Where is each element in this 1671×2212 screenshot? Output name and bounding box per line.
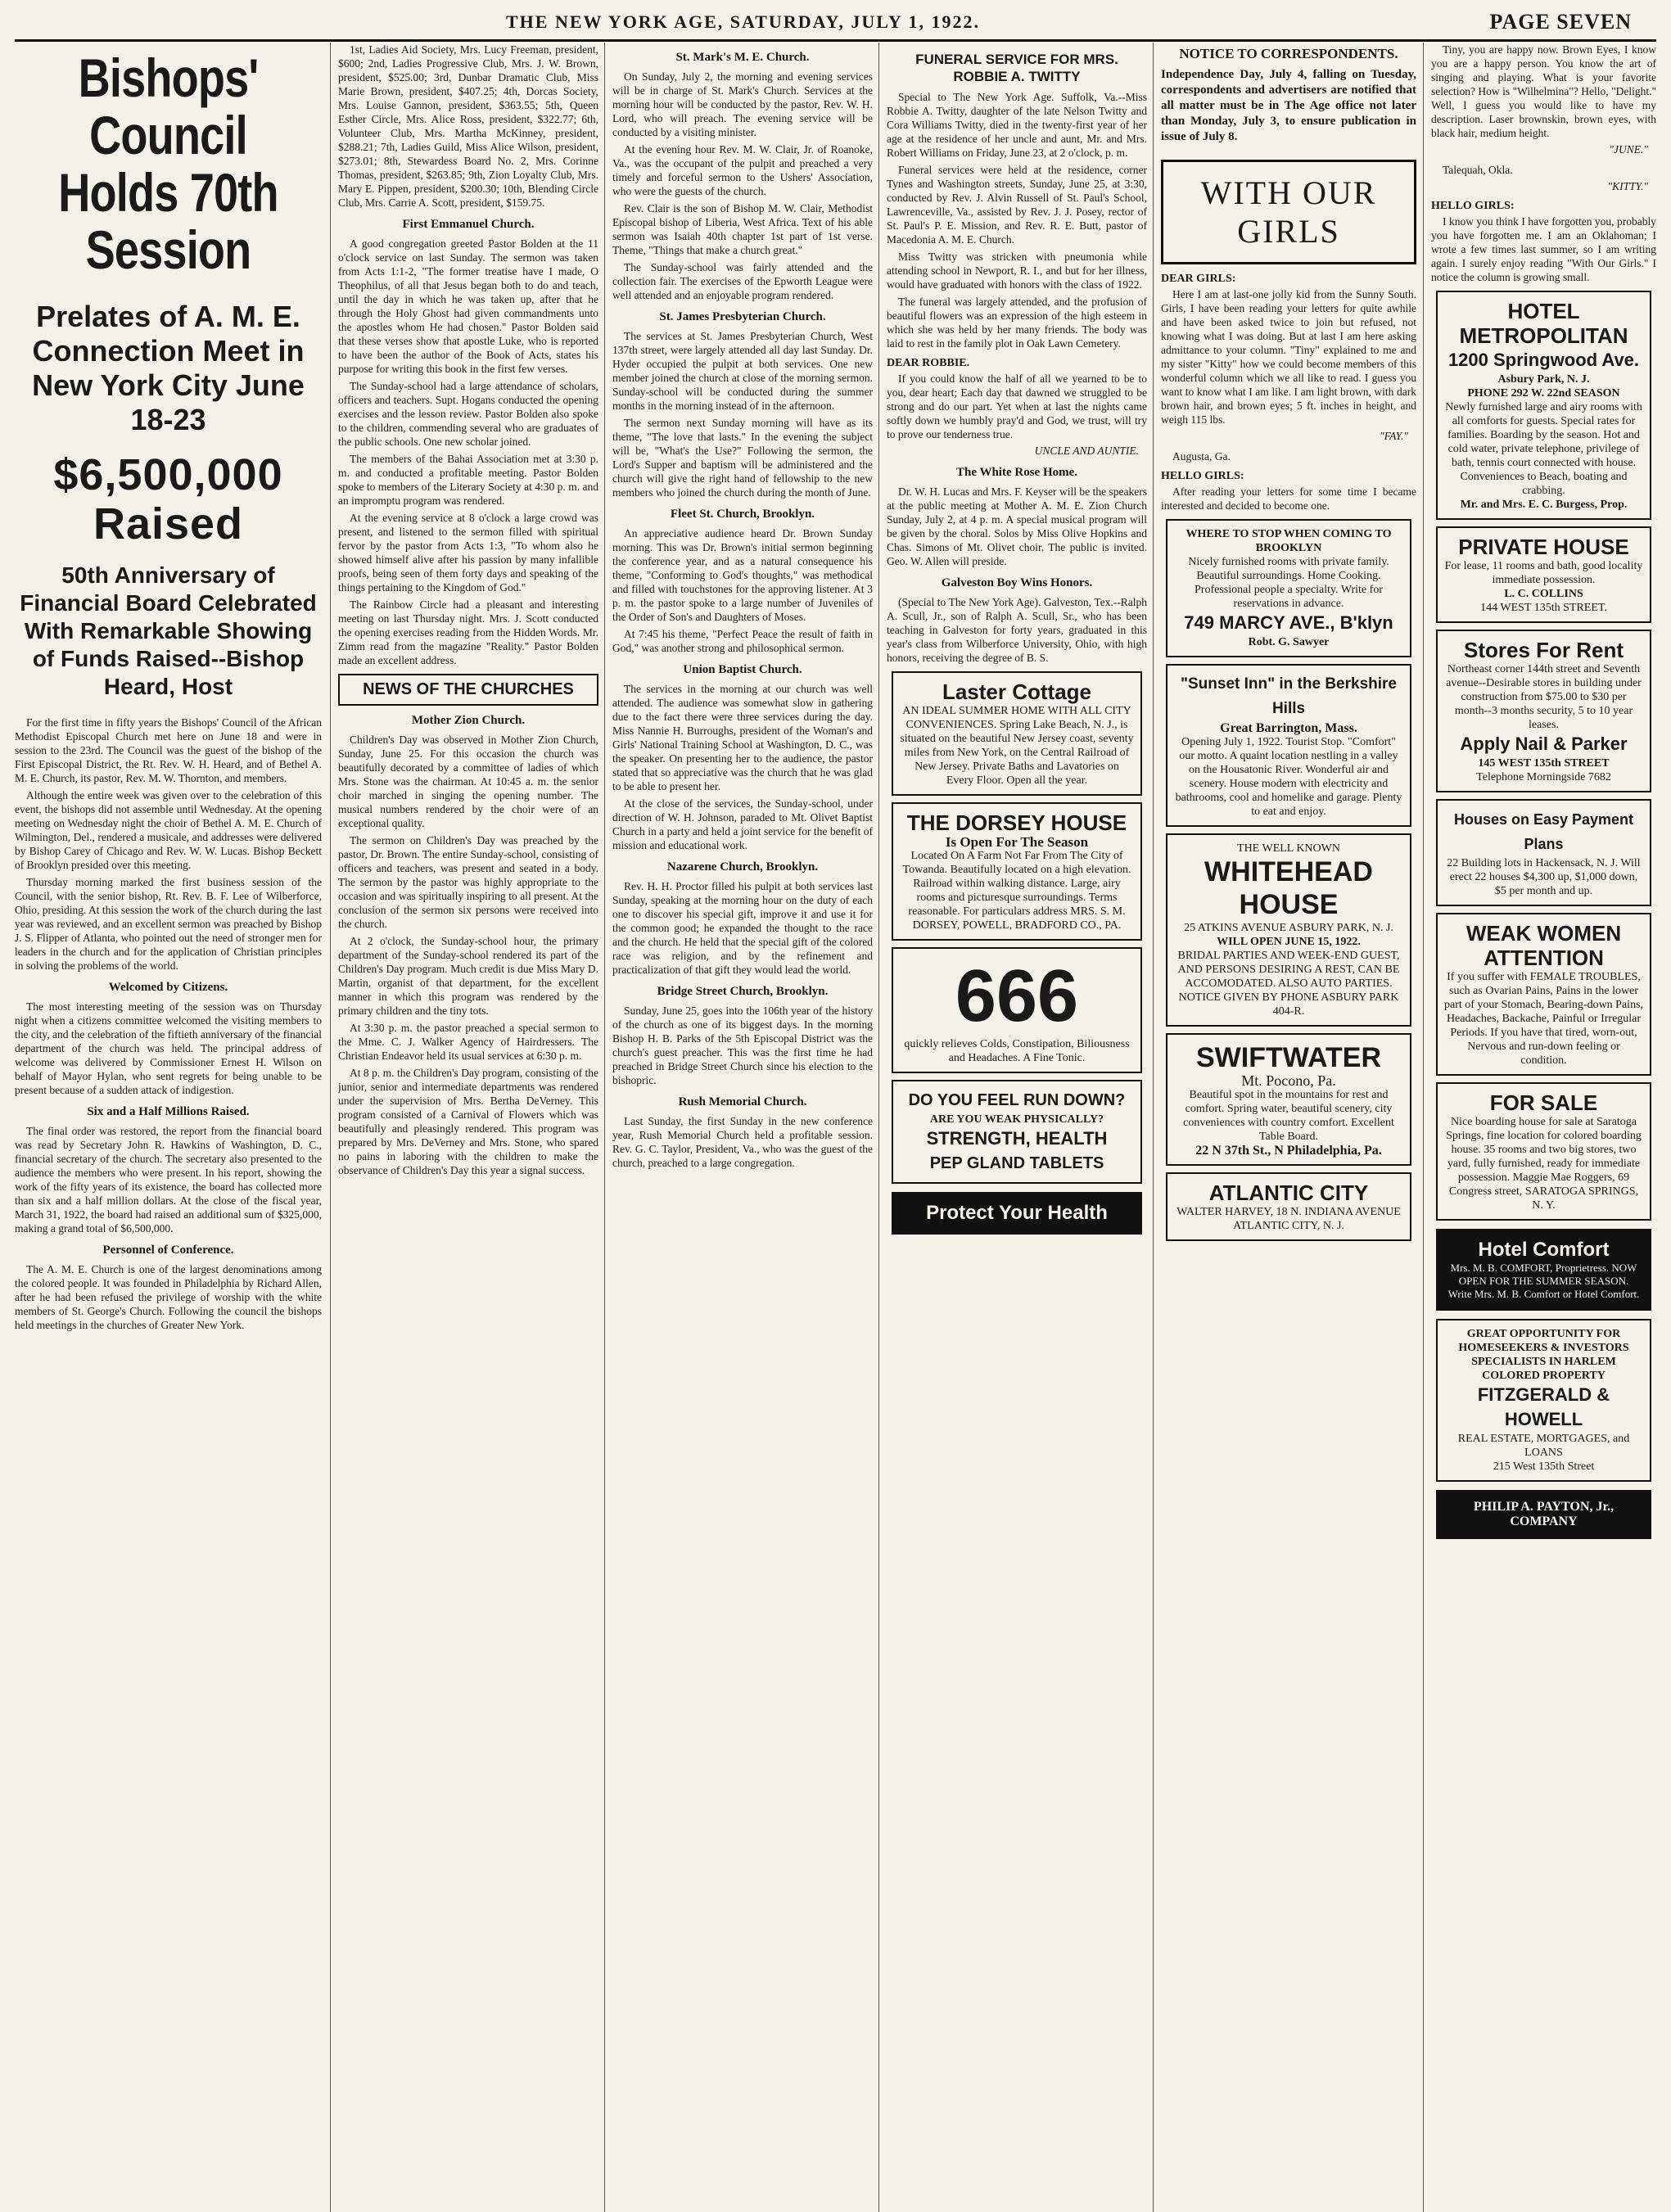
ad-title: PHILIP A. PAYTON, Jr., COMPANY — [1473, 1500, 1615, 1528]
article-paragraph: An appreciative audience heard Dr. Brown Sunday morning. This was Dr. Brown's initial sermon beginning the conference year, and as a natural consequence his theme, "Conforming to God's thoughts," was methodical and filled with touchstones for the approving listener. At 3 p. m. the pastor spoke to a large number of Juveniles of the Order of Son's and Daughters of Moses. — [612, 527, 873, 623]
article-paragraph: Rev. H. H. Proctor filled his pulpit at both services last Sunday, speaking at the morning hour on the duty of each one to discover his special gift, improve it and use it for the common good; he expanded the thought to the race and the church. He held that the special gift of the colored race was religion, and by the refinement and practicalization of that gift they would lead the world. — [612, 880, 873, 976]
ad-phone: PHONE 292 W. 22nd SEASON — [1467, 387, 1620, 400]
ad-subtitle: Is Open For The Season — [945, 834, 1089, 850]
notice-text: Independence Day, July 4, falling on Tuesday, correspondents and advertisers are notified that all matter must be in The Age office not later than Monday, July 3, to ensure publication in issue of July 8. — [1161, 68, 1416, 143]
article-title: St. Mark's M. E. Church. — [675, 51, 810, 64]
lead-paragraph: The A. M. E. Church is one of the largest denominations among the colored people. It was founded in Philadelphia by Richard Allen, after he had been refused the privilege of worship with the white members of St. George's Church. Following the council the bishops held meetings in the churches of Greater New York. — [15, 1263, 322, 1331]
whitehead-house-ad — [1166, 833, 1411, 1027]
ad-proprietor: Mr. and Mrs. E. C. Burgess, Prop. — [1460, 499, 1628, 511]
ad-company: FITZGERALD & HOWELL — [1477, 1384, 1610, 1429]
ad-text: BRIDAL PARTIES AND WEEK-END GUEST, AND PERSONS DESIRING A REST, CAN BE ACCOMODATED. ALSO AUTO PARTIES. NOTICE GIVEN BY PHONE ASBURY PARK 404-R. — [1177, 950, 1400, 1018]
ad-title: THE DORSEY HOUSE — [906, 810, 1127, 835]
article-paragraph: The services at St. James Presbyterian Church, West 137th street, were largely attended all day last Sunday. Dr. Hyder occupied the pulpit at both services. One new member joined the church at close of the morning sermon. Sunday-school will be conducted during the summer months in the morning instead of in the afternoon. — [612, 330, 873, 412]
article-paragraph: At the close of the services, the Sunday-school, under direction of W. H. Johnson, paraded to Mt. Olivet Baptist Church in a party and held a joint service for the benefit of mission and educational work. — [612, 797, 873, 851]
letter-text: Tiny, you are happy now. Brown Eyes, I know you are a happy person. You know the art of singing and playing. What is your favorite selection? How is "Wilhelmina"? Hello, "Delight." Well, I guess you would like to have my description. Laser brownskin, brown eyes, with black hair, medium height. — [1431, 43, 1656, 139]
article-paragraph: Sunday, June 25, goes into the 106th year of the history of the church as one of its biggest days. In the morning Bishop H. B. Parks of the 5th Episcopal District was the church's guest preacher. This was the first time he had preached in Bridge Street Church since his election to the bishopric. — [612, 1004, 873, 1086]
girls-and-ads-column — [1161, 43, 1416, 2212]
ad-name: L. C. COLLINS — [1504, 588, 1583, 600]
ad-title: WHITEHEAD HOUSE — [1204, 856, 1373, 920]
ad-place: Mt. Pocono, Pa. — [1241, 1072, 1336, 1089]
funeral-headline: FUNERAL SERVICE FOR MRS. ROBBIE A. TWITTY — [915, 52, 1118, 84]
news-of-churches-banner: NEWS OF THE CHURCHES — [338, 674, 598, 706]
ad-address: 215 West 135th Street — [1493, 1460, 1595, 1473]
page-number: PAGE SEVEN — [1489, 10, 1632, 34]
dorsey-house-ad — [892, 802, 1142, 941]
article-paragraph: Children's Day was observed in Mother Zion Church, Sunday, June 25. For this occasion the church was beautifully decorated by a committee of ladies of which Mrs. Stone was the chairman. At 10:45 a. m. the senior choir marched in singing the opening number. The musical numbers rendered by the choir were of an exceptional quality. — [338, 734, 598, 829]
hotel-metropolitan-ad — [1436, 291, 1651, 520]
article-title: Bridge Street Church, Brooklyn. — [657, 985, 829, 998]
ad-title: PEP GLAND TABLETS — [929, 1154, 1104, 1172]
article-paragraph: The Sunday-school had a large attendance of scholars, officers and teachers. Supt. Hogans conducted the opening exercises and the lesson review. Pastor Bolden also spoke to the children, commending several who are graduates of the public schools. One new scholar joined. — [338, 380, 598, 448]
letter-text: I know you think I have forgotten you, probably you have forgotten me. I am an Oklahoman; I wrote a few times last summer, so I am writing again. I surely enjoy reading "With Our Girls." I notice the column is growing small. — [1431, 215, 1656, 283]
private-house-ad — [1436, 526, 1651, 623]
ad-text: Northeast corner 144th street and Seventh avenue--Desirable stores in building under construction from $75.00 to $30 per month--3 months security, 5 to 10 year leases. — [1446, 663, 1642, 731]
lead-deck-2: $6,500,000 Raised — [53, 450, 283, 548]
with-our-girls-banner: WITH OUR GIRLS — [1161, 160, 1416, 264]
ad-city: Asbury Park, N. J. — [1497, 373, 1590, 386]
ad-title: Houses on Easy Payment Plans — [1453, 811, 1634, 852]
real-estate-ad — [1436, 1319, 1651, 1482]
lead-subhead: Personnel of Conference. — [102, 1244, 234, 1257]
ad-apply: Apply Nail & Parker — [1460, 734, 1628, 754]
ad-text: quickly relieves Colds, Constipation, Biliousness and Headaches. A Fine Tonic. — [904, 1038, 1130, 1064]
article-paragraph: The Sunday-school was fairly attended and the collection fair. The exercises of the Epworth League were well attended and an enjoyable program rendered. — [612, 261, 873, 301]
ad-title: STRENGTH, HEALTH — [926, 1128, 1108, 1149]
ad-opening: WILL OPEN JUNE 15, 1922. — [1217, 936, 1361, 948]
ad-title: Laster Cottage — [942, 679, 1092, 704]
article-paragraph: The sermon on Children's Day was preached by the pastor, Dr. Brown. The entire Sunday-school, consisting of officers and teachers, was present and seated in a body. The sermon by the pastor was highly appropriate to the occasion and was spiritually inspiring to all present. At the conclusion of the sermon six persons were received into the church. — [338, 834, 598, 930]
ad-address: 749 MARCY AVE., B'klyn — [1184, 612, 1393, 633]
article-paragraph: Dr. W. H. Lucas and Mrs. F. Keyser will be the speakers at the public meeting at Mother A. M. E. Zion Church Sunday, July 2, at 4 p. m. A special musical program will be given by the choral. Solos by Miss Olive Hopkins and Chas. Simons of Mt. Olivet choir. The public is invited. Geo. W. Allen will preside. — [887, 485, 1147, 567]
ad-title: Hotel Comfort — [1478, 1239, 1610, 1261]
ad-phone: Telephone Morningside 7682 — [1476, 771, 1611, 783]
ad-title: SWIFTWATER — [1196, 1042, 1381, 1073]
column-rule — [1153, 43, 1154, 2212]
masthead — [15, 7, 1656, 42]
letter-salutation: HELLO GIRLS: — [1431, 200, 1515, 212]
ad-text: Mrs. M. B. COMFORT, Proprietress. NOW OPEN FOR THE SUMMER SEASON. Write Mrs. M. B. Comfort or Hotel Comfort. — [1447, 1262, 1640, 1300]
ad-text: For lease, 11 rooms and bath, good locality immediate possession. — [1444, 560, 1643, 586]
article-paragraph: At 3:30 p. m. the pastor preached a special sermon to the Mme. C. J. Walker Agency of Hairdressers. The Christian Endeavor held its usual services at 6:30 p. m. — [338, 1022, 598, 1062]
columns — [15, 43, 1656, 2212]
lead-story-column — [15, 43, 322, 2212]
article-title: Fleet St. Church, Brooklyn. — [670, 508, 815, 521]
article-title: St. James Presbyterian Church. — [659, 310, 826, 323]
column-rule — [878, 43, 879, 2212]
for-sale-ad — [1436, 1082, 1651, 1221]
brooklyn-rooms-ad — [1166, 519, 1411, 657]
column-rule — [1423, 43, 1424, 2212]
ad-title: "Sunset Inn" in the Berkshire Hills — [1180, 675, 1397, 717]
poem-signature: UNCLE AND AUNTIE. — [1034, 445, 1139, 457]
article-paragraph: At 7:45 his theme, "Perfect Peace the result of faith in God," was another strong and philosophical sermon. — [612, 628, 873, 654]
churches-column-1 — [338, 43, 598, 2212]
atlantic-city-ad — [1166, 1172, 1411, 1241]
ad-text: 22 Building lots in Hackensack, N. J. Will erect 22 houses $4,300 up, $1,000 down, $5 per month and up. — [1447, 857, 1641, 897]
letter-text: Here I am at last-one jolly kid from the Sunny South. Girls, I have been reading your letters for quite awhile and have been asked twice to join but refused, not knowing what I was doing. But at last I am here asking admittance to your column. "Tiny" explained to me and my sister "Kitty" how we could become members of this wonderful column which we all like to read. I guess you want to know what I am like. I am light brown, with dark brown hair, and brown eyes; 5 ft. inches in height, and weigh 115 lbs. — [1161, 288, 1416, 426]
lead-paragraph: For the first time in fifty years the Bishops' Council of the African Methodist Episcopal Church met here on June 18 and were in session to the 23rd. The Council was the guest of the bishop of the First Episcopal District, the Rt. Rev. W. H. Heard, and of Bethel A. M. E. Church, its pastor, Rev. M. W. Thornton, and members. — [15, 716, 322, 784]
ad-text: If you suffer with FEMALE TROUBLES, such as Ovarian Pains, Pains in the lower part of your Stomach, Bearing-down Pains, Headaches, Backache, Painful or Irregular Periods. If you have that tired, worn-out, Nervous and run-down feeling or condition. — [1444, 971, 1644, 1067]
laster-cottage-ad — [892, 671, 1142, 796]
article-title: Union Baptist Church. — [683, 663, 802, 676]
stores-for-rent-ad — [1436, 630, 1651, 792]
article-paragraph: Funeral services were held at the residence, corner Tynes and Washington streets, Sunday, June 25, at 3:30, conducted by Rev. J. Alvin Russell of St. Paul's School, Lawrenceville, Va., assisted by Rev. J. J. Posey, rector of St. Paul's P. E. Mission, and Rev. R. E. Butt, pastor of Macedonia A. M. E. Church. — [887, 164, 1147, 246]
article-paragraph: At the evening hour Rev. M. W. Clair, Jr. of Roanoke, Va., was the occupant of the pulpit and preached a very timely and forceful sermon to the Ushers' Association, who were the guests of the church. — [612, 143, 873, 197]
news-and-ads-column — [887, 43, 1147, 2212]
ad-text: Newly furnished large and airy rooms with all comforts for guests. Special rates for families. Boarding by the season. Hot and cold water, private telephone, privilege of bath, tennis court connected with house. Conveniences to Beach, boating and crabbing. — [1445, 401, 1642, 497]
ad-title: ATLANTIC CITY — [1208, 1180, 1369, 1205]
letter-place: Talequah, Okla. — [1443, 164, 1513, 176]
article-title: First Emmanuel Church. — [402, 218, 535, 231]
article-title: Galveston Boy Wins Honors. — [941, 576, 1093, 589]
pep-tablets-ad — [892, 1080, 1142, 1184]
article-paragraph: Rev. Clair is the son of Bishop M. W. Clair, Methodist Episcopal bishop of Liberia, West Africa. Text of his able sermon was Isaiah 40th chapter 1st part of 1st verse. Theme, "Things that make a church great." — [612, 202, 873, 256]
article-paragraph: At 8 p. m. the Children's Day program, consisting of the junior, senior and intermediate departments was rendered under the supervision of Mrs. Bertha DeVerney. This program consisted of a Carnival of Flowers which was beautifully and pleasingly rendered. This program was prepared by Mrs. DeVerney and Mrs. Stone, who spared no pains in laboring with the children to make the observance of Children's Day this year a signal success. — [338, 1067, 598, 1176]
article-paragraph: 1st, Ladies Aid Society, Mrs. Lucy Freeman, president, $600; 2nd, Ladies Progressive Club, Mrs. J. W. Brown, president, $525.00; 3rd, Dunbar Dramatic Club, Miss Marie Brown, president, $407.25; 4th, Dorcas Society, Mrs. Louise Gannon, president, $363.55; 5th, Queen Esther Circle, Mrs. Alice Ross, president, $322.77; 6th, Volunteer Club, Mrs. Martha McKinney, president, $288.21; 7th, Ladies Guild, Miss Alice Wilson, president, $273.01; 8th, Stewardess Board No. 2, Mrs. Corinne Thomas, president, $263.85; 9th, Zion Loyalty Club, Mrs. Mary E. Pippen, president, $200.30; 10th, Blending Circle Club, Mrs. Carrie A. Scott, president, $159.75. — [338, 43, 598, 209]
column-rule — [330, 43, 331, 2212]
letter-salutation: HELLO GIRLS: — [1161, 470, 1244, 482]
column-rule — [604, 43, 605, 2212]
article-paragraph: The Rainbow Circle had a pleasant and interesting meeting on last Thursday night. Mrs. J. Scott conducted the opening exercises reading from the Hidden Words. Mr. Zimm read from the magazine "Reality." Pastor Bolden made an excellent address. — [338, 598, 598, 666]
article-paragraph: A good congregation greeted Pastor Bolden at the 11 o'clock service on last Sunday. The sermon was taken from Acts 1:1-2, "The former treatise have I made, O Theophilus, of all that Jesus began both to do and teach, until the day in which he was taken up, after that he through the Holy Ghost had given commandments unto the apostles whom He had chosen." Pastor Bolden said that these verses show that apostle Luke, who is reported to have been the author of the Book of Acts, states his purpose for writing this book in the first few verses. — [338, 237, 598, 375]
swiftwater-ad — [1166, 1033, 1411, 1166]
ad-title: DO YOU FEEL RUN DOWN? — [908, 1091, 1126, 1109]
ad-title: WEAK WOMEN ATTENTION — [1466, 921, 1622, 970]
poem-heading: DEAR ROBBIE. — [887, 357, 970, 369]
ad-title: HOTEL METROPOLITAN — [1459, 299, 1628, 348]
ad-address: 22 N 37th St., N Philadelphia, Pa. — [1195, 1144, 1382, 1158]
ad-text: Located On A Farm Not Far From The City of Towanda. Beautifully located on a high elevation. Railroad within walking distance. Large, airy rooms and picturesque surroundings. Terms reasonable. For particulars address MRS. S. M. DORSEY, POWELL, BRADFORD CO., PA. — [902, 850, 1131, 932]
notice-title: NOTICE TO CORRESPONDENTS. — [1179, 46, 1398, 61]
ad-text: Nicely furnished rooms with private family. Beautiful surroundings. Home Cooking. Professional people a specialty. Write for reservations in advance. — [1188, 556, 1389, 610]
article-title: Nazarene Church, Brooklyn. — [666, 860, 819, 874]
ad-text: Beautiful spot in the mountains for rest and comfort. Spring water, beautiful scenery, city conveniences with country comfort. Excellent Table Board. — [1183, 1089, 1394, 1143]
ad-address: 145 WEST 135th STREET — [1478, 757, 1610, 770]
weak-women-ad — [1436, 913, 1651, 1076]
masthead-title: THE NEW YORK AGE, SATURDAY, JULY 1, 1922. — [506, 11, 980, 32]
ad-name: Robt. G. Sawyer — [1248, 636, 1330, 648]
ad-address: 1200 Springwood Ave. — [1447, 350, 1640, 370]
article-paragraph: On Sunday, July 2, the morning and evening services will be in charge of St. Mark's Church. Services at the morning hour will be conducted by the pastor, Rev. W. H. Lord, who will preach. The evening service will be conducted by a visiting minister. — [612, 70, 873, 138]
ads-column — [1431, 43, 1656, 2212]
payton-company-ad — [1436, 1490, 1651, 1539]
lead-deck-1: Prelates of A. M. E. Connection Meet in New York City June 18-23 — [32, 300, 305, 436]
666-ad — [892, 947, 1142, 1073]
article-paragraph: The funeral was largely attended, and the profusion of beautiful flowers was an expression of the high esteem in which she was held by her many friends. The body was laid to rest in the family plot in Oak Lawn Cemetery. — [887, 296, 1147, 350]
ad-text: Nice boarding house for sale at Saratoga Springs, fine location for colored boarding house. 35 rooms and two big stores, two yard, fully furnished, ready for immediate possession. Maggie Mae Roggers, 69 Congress street, SARATOGA SPRINGS, N. Y. — [1446, 1116, 1642, 1212]
letter-salutation: DEAR GIRLS: — [1161, 273, 1236, 285]
article-paragraph: (Special to The New York Age). Galveston, Tex.--Ralph A. Scull, Jr., son of Ralph A. Scull, Sr., who has been teaching in Galveston for forty years, graduated in this year's class from Wilberforce University, Ohio, with high honors, receiving the degree of B. S. — [887, 596, 1147, 664]
ad-address: WALTER HARVEY, 18 N. INDIANA AVENUE ATLANTIC CITY, N. J. — [1176, 1206, 1401, 1232]
poem-text: If you could know the half of all we yearned to be to you, dear heart; Each day that dawned we struggled to be strong and do our part. Yet when at last the nights came softly down we humbly pray'd and God, we trust, will try to prove our tenderness true. — [887, 372, 1147, 440]
letter-signature: "JUNE." — [1609, 143, 1648, 156]
ad-pretitle: THE WELL KNOWN — [1237, 842, 1340, 855]
lead-paragraph: The most interesting meeting of the session was on Thursday night when a citizens committee welcomed the visiting members to the city, and the celebration of the fiftieth anniversary of the financial department of the church was held. The principal address of welcome was delivered by Commissioner Ernest H. Wilson on behalf of Mayor Hylan, who sent regrets for being unable to be present because of a sudden attack of indigestion. — [15, 1000, 322, 1096]
article-title: Rush Memorial Church. — [678, 1095, 807, 1108]
lead-headline: Bishops' Council Holds 70th Session — [58, 47, 278, 280]
ad-title: Stores For Rent — [1463, 638, 1624, 662]
lead-subhead: Welcomed by Citizens. — [108, 981, 228, 994]
lead-subhead: Six and a Half Millions Raised. — [87, 1105, 250, 1118]
ad-text: Opening July 1, 1922. Tourist Stop. "Comfort" our motto. A quaint location nestling in a valley on the Housatonic River. Wonderful air and scenery. House modern with electricity and bathrooms, cool and homelike and garage. Plenty to eat and enjoy. — [1175, 736, 1402, 818]
ad-title: 666 — [955, 955, 1079, 1037]
article-paragraph: The services in the morning at our church was well attended. The audience was somewhat slow in gathering due to the fact there were three services during the day. Miss Nannie H. Burroughs, president of the Woman's and Girls' National Training School at Washington, D. C., was the speaker. On presenting her to the audience, the pastor stated that so appreciative was the church that he was glad to be able to present her. — [612, 683, 873, 792]
article-paragraph: At 2 o'clock, the Sunday-school hour, the primary department of the Sunday-school rendered its part of the Children's Day program. Much credit is due Miss Mary D. Martin, organist of that department, for the excellent manner in which this program was rendered by the primary children and the tiny tots. — [338, 935, 598, 1017]
ad-text: AN IDEAL SUMMER HOME WITH ALL CITY CONVENIENCES. Spring Lake Beach, N. J., is situated on the beautiful New Jersey coast, seventy miles from New York, on the Central Railroad of New Jersey. Private Baths and Lavatories on Every Floor. Open all the year. — [900, 705, 1134, 787]
ad-title: FOR SALE — [1489, 1090, 1598, 1115]
ad-title: WHERE TO STOP WHEN COMING TO BROOKLYN — [1186, 528, 1392, 554]
article-title: The White Rose Home. — [955, 466, 1078, 479]
article-paragraph: At the evening service at 8 o'clock a large crowd was present, and listened to the sermon filled with spiritual fervor by the pastor from Acts 1:3, "To whom also he showed himself alive after his passion by many infallible proofs, being seen of them forty days and speaking of the things pertaining to the Kingdom of God." — [338, 512, 598, 594]
article-title: Mother Zion Church. — [411, 714, 526, 727]
ad-text: REAL ESTATE, MORTGAGES, and LOANS — [1457, 1433, 1630, 1459]
article-paragraph: The sermon next Sunday morning will have as its theme, "The love that lasts." In the evening the subject will be, "What's the Use?" Following the sermon, the Lord's Supper and baptism will be administered and the church will give the right hand of fellowship to the new members who joined the church during the month of June. — [612, 417, 873, 499]
article-paragraph: Miss Twitty was stricken with pneumonia while attending school in Newport, R. I., and but for her illness, would have graduated with honors with the class of 1922. — [887, 251, 1147, 291]
article-paragraph: The members of the Bahai Association met at 3:30 p. m. and conducted a profitable meeting. Pastor Bolden spoke to members of the Literary Society at 4:30 p. m. and an impromptu program was rendered. — [338, 453, 598, 507]
easy-payment-ad — [1436, 799, 1651, 906]
ad-place: Great Barrington, Mass. — [1220, 721, 1357, 735]
ad-subtitle: ARE YOU WEAK PHYSICALLY? — [929, 1113, 1104, 1126]
sunset-inn-ad — [1166, 664, 1411, 827]
ad-address: 25 ATKINS AVENUE ASBURY PARK, N. J. — [1184, 922, 1393, 934]
ad-title: PRIVATE HOUSE — [1458, 535, 1629, 559]
protect-health-ad — [892, 1192, 1142, 1235]
article-paragraph: Last Sunday, the first Sunday in the new conference year, Rush Memorial Church held a profitable session. Rev. G. C. Taylor, President, Va., who was the guest of the church, preached to a large congregation. — [612, 1115, 873, 1169]
letter-text: After reading your letters for some time I became interested and decided to become one. — [1161, 485, 1416, 512]
letter-signature: "KITTY." — [1607, 180, 1648, 192]
ad-address: 144 WEST 135th STREET. — [1480, 602, 1607, 614]
article-paragraph: Special to The New York Age. Suffolk, Va.--Miss Robbie A. Twitty, daughter of the late Nelson Twitty and Cora Williams Twitty, died in the twenty-first year of her age at the residence of her uncle and aunt, Mr. and Mrs. Robert Williams on Friday, June 23, at 2 o'clock, p. m. — [887, 91, 1147, 159]
lead-paragraph: Thursday morning marked the first business session of the Council, with the senior bishop, Rt. Rev. B. F. Lee of Wilberforce, Ohio, presiding. At this session the work of the church during the last year was reviewed, and an excellent sermon was preached by Bishop J. S. Flipper of Atlanta, who pointed out the need of stronger men for leaders in the church and for the application of Christian principles in solving the problems of the world. — [15, 876, 322, 972]
lead-paragraph: Although the entire week was given over to the celebration of this event, the bishops did not assemble until Wednesday. At the opening meeting on Wednesday night the choir of Bethel A. M. E. Church of Wilmington, Del., rendered a musicale, and addresses were delivered by Bishop Carey of Chicago and Rev. W. W. Lucas. Bishop Beckett of Brooklyn presided over this meeting. — [15, 789, 322, 871]
hotel-comfort-ad — [1436, 1229, 1651, 1311]
churches-column-2 — [612, 43, 873, 2212]
lead-deck-3: 50th Anniversary of Financial Board Celebrated With Remarkable Showing of Funds Raised--Bishop Heard, Host — [20, 562, 317, 699]
ad-title: GREAT OPPORTUNITY FOR HOMESEEKERS & INVESTORS SPECIALISTS IN HARLEM COLORED PROPERTY — [1458, 1328, 1629, 1382]
letter-place: Augusta, Ga. — [1172, 450, 1231, 463]
letter-signature: "FAY." — [1380, 430, 1408, 442]
lead-paragraph: The final order was restored, the report from the financial board was read by Secretary John R. Hawkins of Washington, D. C., financial secretary of the church. The secretary also presented to the audience the members who were present. In his report, showing the work of the fifty years of its existence, the board has collected more than six and a half million dollars. At the close of the fiscal year, March 31, 1922, the board had raised an additional sum of $325,000, making a grand total of $6,500,000. — [15, 1125, 322, 1235]
ad-title: Protect Your Health — [926, 1202, 1108, 1224]
